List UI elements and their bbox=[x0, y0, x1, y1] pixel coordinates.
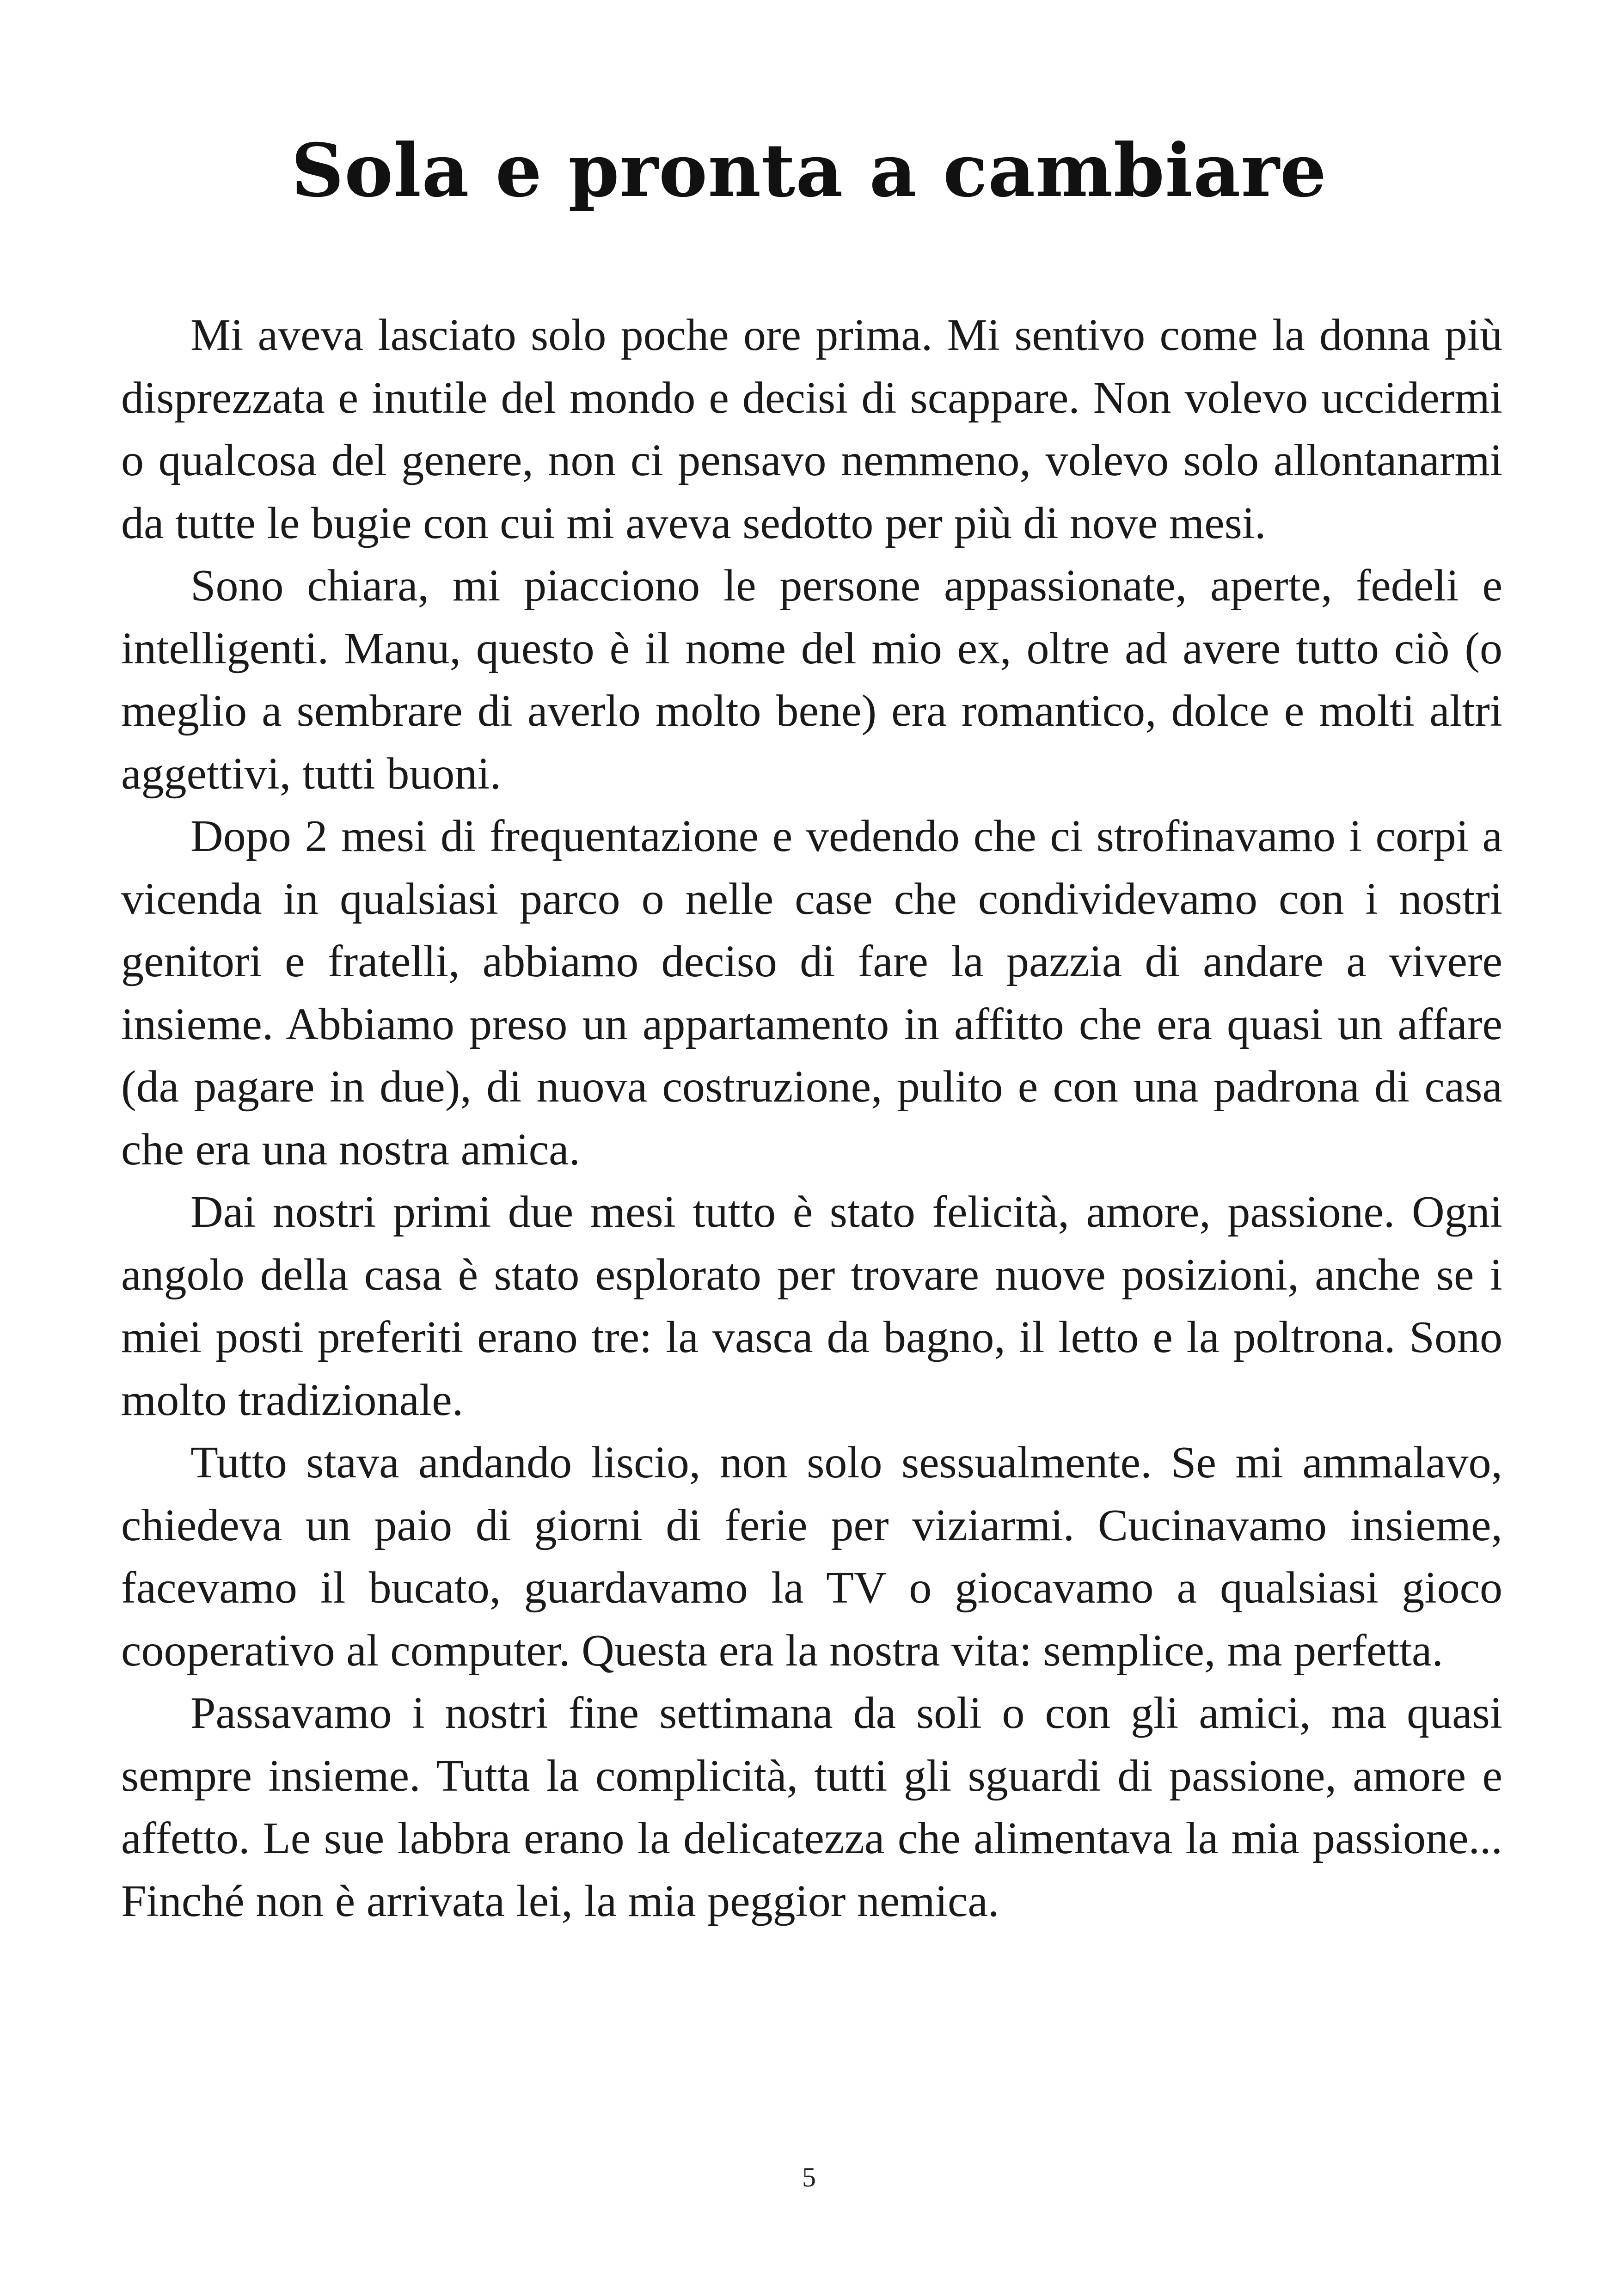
page-number: 5 bbox=[802, 2162, 816, 2192]
paragraph: Dai nostri primi due mesi tutto è stato felicità, amore, passione. Ogni angolo della casa è stato esplorato per trovare nuove posizioni, anche se i miei posti preferiti erano tre: la vasca da bagno, il letto e la poltrona. Sono molto tradizionale. bbox=[121, 1187, 1502, 1425]
paragraph: Tutto stava andando liscio, non solo sessualmente. Se mi ammalavo, chiedeva un paio di giorni di ferie per viziarmi. Cucinavamo insieme, facevamo il bucato, guardavamo la TV o giocavamo a qualsiasi gioco cooperativo al computer. Questa era la nostra vita: semplice, ma perfetta. bbox=[121, 1438, 1502, 1676]
paragraph: Dopo 2 mesi di frequentazione e vedendo che ci strofinavamo i corpi a vicenda in qualsiasi parco o nelle case che condividevamo con i nostri genitori e fratelli, abbiamo deciso di fare la pazzia di andare a vivere insieme. Abbiamo preso un appartamento in affitto che era quasi un affare (da pagare in due), di nuova costruzione, pulito e con una padrona di casa che era una nostra amica. bbox=[121, 811, 1502, 1175]
chapter-title: Sola e pronta a cambiare bbox=[291, 128, 1327, 214]
paragraph: Passavamo i nostri fine settimana da soli o con gli amici, ma quasi sempre insieme. Tutta la complicità, tutti gli sguardi di passione, amore e affetto. Le sue labbra erano la delicatezza che alimentava la mia passione... Finché non è arrivata lei, la mia peggior nemica. bbox=[121, 1688, 1502, 1926]
body-text bbox=[121, 304, 1502, 1933]
paragraph: Sono chiara, mi piacciono le persone appassionate, aperte, fedeli e intelligenti. Manu, questo è il nome del mio ex, oltre ad avere tutto ciò (o meglio a sembrare di averlo molto bene) era romantico, dolce e molti altri aggettivi, tutti buoni. bbox=[121, 561, 1502, 799]
paragraph: Mi aveva lasciato solo poche ore prima. Mi sentivo come la donna più disprezzata e inutile del mondo e decisi di scappare. Non volevo uccidermi o qualcosa del genere, non ci pensavo nemmeno, volevo solo allontanarmi da tutte le bugie con cui mi aveva sedotto per più di nove mesi. bbox=[121, 310, 1502, 548]
